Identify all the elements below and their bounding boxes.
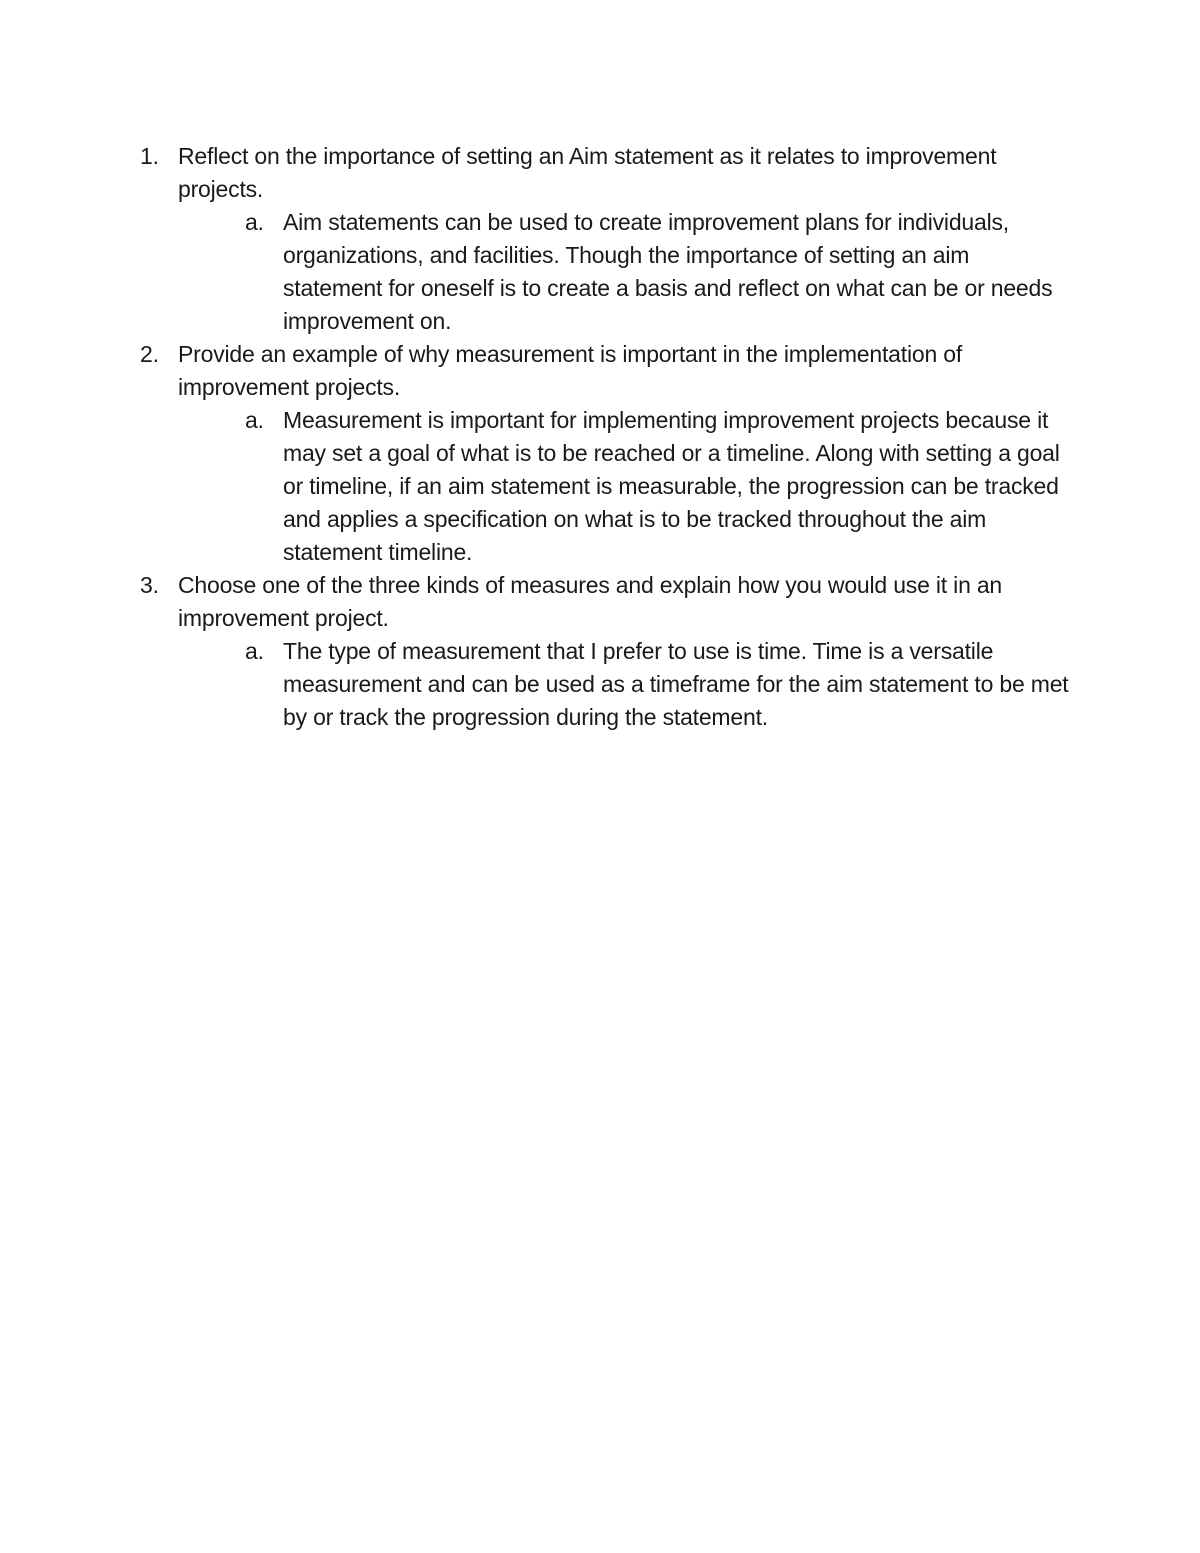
- question-3-number: 3.: [140, 572, 159, 598]
- answer-3: [140, 635, 1070, 734]
- numbered-list: [140, 140, 1070, 734]
- answer-1-letter: a.: [245, 209, 264, 235]
- answer-1-text: Aim statements can be used to create improvement plans for individuals, organizations, and facilities. Though the importance of setting an aim statement for oneself is to create a basis and reflect on what can be or needs improvement on.: [283, 209, 1053, 334]
- answer-1: [140, 206, 1070, 338]
- answer-3-letter: a.: [245, 638, 264, 664]
- question-3-text: Choose one of the three kinds of measures and explain how you would use it in an improvement project.: [178, 572, 1003, 631]
- question-2-number: 2.: [140, 341, 159, 367]
- question-1: [140, 140, 1070, 206]
- answer-2: [140, 404, 1070, 569]
- answer-3-text: The type of measurement that I prefer to use is time. Time is a versatile measurement and can be used as a timeframe for the aim statement to be met by or track the progression during the statement.: [283, 638, 1069, 730]
- question-1-number: 1.: [140, 143, 159, 169]
- answer-2-text: Measurement is important for implementing improvement projects because it may set a goal of what is to be reached or a timeline. Along with setting a goal or timeline, if an aim statement is measurable, the progression can be tracked and applies a specification on what is to be tracked throughout the aim statement timeline.: [283, 407, 1060, 565]
- question-1-text: Reflect on the importance of setting an Aim statement as it relates to improvement projects.: [178, 143, 997, 202]
- question-2-text: Provide an example of why measurement is important in the implementation of improvement projects.: [178, 341, 963, 400]
- question-2: [140, 338, 1070, 404]
- answer-2-letter: a.: [245, 407, 264, 433]
- question-3: [140, 569, 1070, 635]
